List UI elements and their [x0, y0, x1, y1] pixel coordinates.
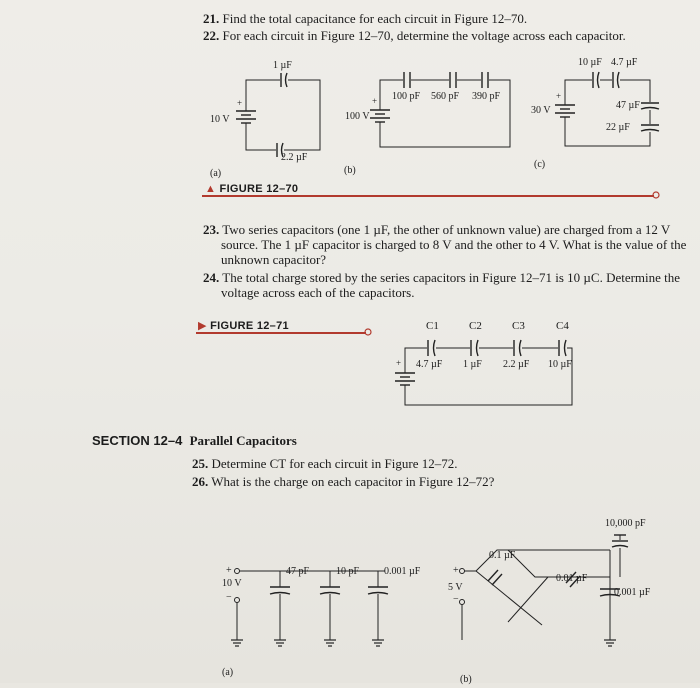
- fig72a-plus: +: [226, 565, 232, 576]
- plus-sign: +: [556, 91, 562, 101]
- fig72a-c1-label: 47 pF: [286, 566, 310, 577]
- fig72-circuit-b: [460, 535, 629, 646]
- problem-23-line-2: source. The 1 µF capacitor is charged to 8 V and the other to 4 V. What is the value of the: [221, 237, 687, 252]
- fig71-c1-value: 4.7 µF: [416, 359, 443, 370]
- fig71-c2-value: 1 µF: [463, 359, 482, 370]
- ground-icon: [604, 640, 616, 646]
- problem-24-number: 24.: [203, 270, 220, 285]
- fig72a-source-label: 10 V: [222, 578, 242, 589]
- problem-23-line-1: Two series capacitors (one 1 µF, the other of unknown value) are charged from a 12 V: [222, 222, 671, 237]
- problem-25-text: Determine CT for each circuit in Figure 12–72.: [211, 456, 458, 471]
- fig72b-c2-label: 10,000 pF: [605, 518, 646, 529]
- problem-25-number: 25.: [192, 456, 209, 471]
- section-title: Parallel Capacitors: [189, 433, 297, 448]
- problem-23-line-3: unknown capacitor?: [221, 252, 327, 267]
- section-label: SECTION 12–4: [92, 433, 183, 448]
- fig72b-c3-label: 0.01 µF: [556, 573, 588, 584]
- fig72b-plus: +: [453, 565, 459, 576]
- fig72a-tag: (a): [222, 667, 234, 678]
- fig71-c3-value: 2.2 µF: [503, 359, 530, 370]
- fig70c-c3-label: 47 µF: [616, 100, 640, 111]
- fig71-c1-name: C1: [426, 320, 439, 332]
- plus-sign: +: [396, 358, 402, 368]
- fig70a-c1-label: 1 µF: [273, 60, 292, 71]
- problem-23-number: 23.: [203, 222, 220, 237]
- fig71-c2-name: C2: [469, 320, 482, 332]
- fig70c-c2-label: 4.7 µF: [611, 57, 638, 68]
- fig71-c3-name: C3: [512, 320, 525, 332]
- fig72-circuit-a: [231, 569, 388, 647]
- plus-sign: +: [372, 96, 378, 106]
- problem-26-text: What is the charge on each capacitor in Figure 12–72?: [211, 474, 495, 489]
- fig70a-source-label: 10 V: [210, 114, 230, 125]
- fig70b-c1-label: 100 pF: [392, 91, 421, 102]
- fig72b-c4-label: 0.001 µF: [614, 587, 651, 598]
- ground-icon: [231, 640, 384, 646]
- fig70b-source-label: 100 V: [345, 111, 370, 122]
- problem-21-number: 21.: [203, 11, 220, 26]
- problem-26-number: 26.: [192, 474, 209, 489]
- plus-sign: +: [237, 98, 243, 108]
- fig71-c4-value: 10 µF: [548, 359, 572, 370]
- fig71-c4-name: C4: [556, 320, 569, 332]
- fig70c-c1-label: 10 µF: [578, 57, 602, 68]
- fig70b-c2-label: 560 pF: [431, 91, 460, 102]
- fig72b-c1-label: 0.1 µF: [489, 550, 516, 561]
- fig72a-c3-label: 0.001 µF: [384, 566, 421, 577]
- fig70a-c2-label: 2.2 µF: [281, 152, 308, 163]
- problem-22-number: 22.: [203, 28, 220, 43]
- problem-24-line-1: The total charge stored by the series capacitors in Figure 12–71 is 10 µC. Determine the: [222, 270, 681, 285]
- fig70b-tag: (b): [344, 165, 356, 176]
- fig70b-c3-label: 390 pF: [472, 91, 501, 102]
- problem-24-line-2: voltage across each of the capacitors.: [221, 285, 415, 300]
- problem-22-text: For each circuit in Figure 12–70, determine the voltage across each capacitor.: [222, 28, 626, 43]
- figure-12-70-caption-text: FIGURE 12–70: [219, 183, 299, 195]
- fig72a-minus: −: [226, 592, 232, 603]
- caption-triangle-icon: ▲: [205, 183, 217, 195]
- problem-21-text: Find the total capacitance for each circuit in Figure 12–70.: [222, 11, 528, 26]
- fig72a-c2-label: 10 pF: [336, 566, 360, 577]
- fig70a-tag: (a): [210, 168, 222, 179]
- fig72b-minus: −: [453, 594, 459, 605]
- fig70c-c4-label: 22 µF: [606, 122, 630, 133]
- fig70c-tag: (c): [534, 159, 546, 170]
- figure-12-71-caption-text: FIGURE 12–71: [210, 320, 289, 332]
- fig72b-tag: (b): [460, 674, 472, 685]
- fig72b-source-label: 5 V: [448, 582, 463, 593]
- caption-triangle-icon: ▶: [198, 320, 207, 332]
- fig70c-source-label: 30 V: [531, 105, 551, 116]
